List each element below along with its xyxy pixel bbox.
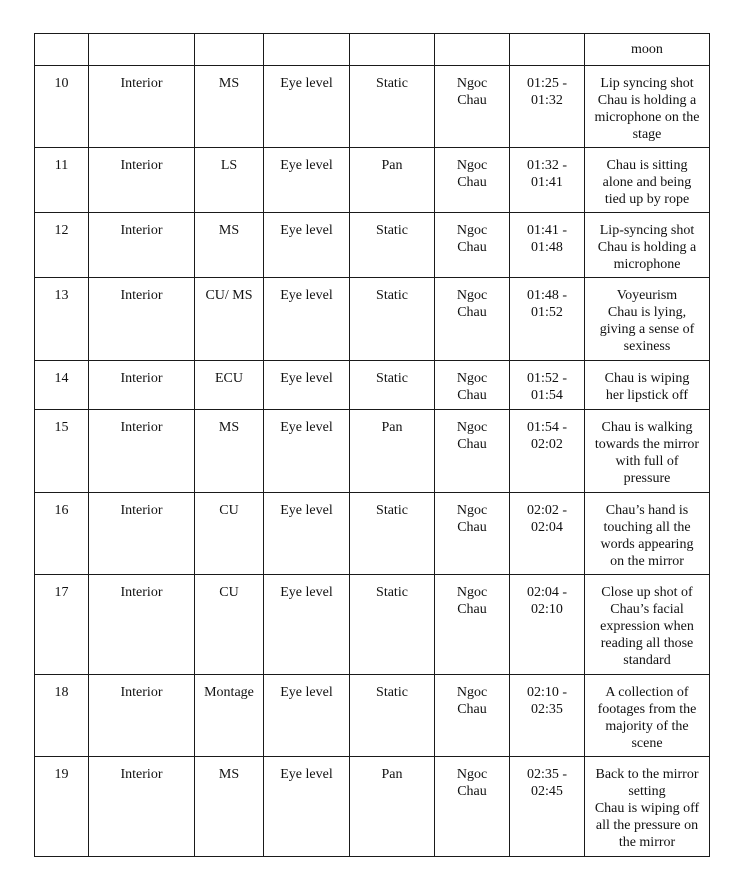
cell-description: Lip syncing shot Chau is holding a microphone on the stage [585, 66, 710, 148]
cell-cast: Ngoc Chau [435, 278, 510, 361]
cell-angle: Eye level [264, 575, 350, 675]
cell-time [510, 34, 585, 66]
cell-time: 02:10 - 02:35 [510, 675, 585, 757]
cell-movement: Static [350, 361, 435, 410]
cell-setting [89, 34, 195, 66]
cell-setting: Interior [89, 278, 195, 361]
cell-size: LS [195, 148, 264, 213]
cell-description: moon [585, 34, 710, 66]
table-body [35, 34, 710, 857]
cell-angle: Eye level [264, 148, 350, 213]
cell-shot: 16 [35, 493, 89, 575]
cell-angle: Eye level [264, 410, 350, 493]
cell-time: 02:35 - 02:45 [510, 757, 585, 857]
cell-angle [264, 34, 350, 66]
cell-shot: 12 [35, 213, 89, 278]
cell-angle: Eye level [264, 493, 350, 575]
cell-movement: Static [350, 213, 435, 278]
cell-cast: Ngoc Chau [435, 213, 510, 278]
cell-setting: Interior [89, 66, 195, 148]
cell-movement: Pan [350, 410, 435, 493]
cell-movement: Pan [350, 757, 435, 857]
table-row-continued [35, 34, 710, 66]
cell-cast: Ngoc Chau [435, 675, 510, 757]
cell-shot: 18 [35, 675, 89, 757]
cell-setting: Interior [89, 213, 195, 278]
cell-time: 01:52 - 01:54 [510, 361, 585, 410]
cell-movement: Static [350, 575, 435, 675]
cell-description: A collection of footages from the majority of the scene [585, 675, 710, 757]
cell-time: 01:32 - 01:41 [510, 148, 585, 213]
cell-shot: 14 [35, 361, 89, 410]
cell-size: Montage [195, 675, 264, 757]
cell-shot: 17 [35, 575, 89, 675]
cell-size: ECU [195, 361, 264, 410]
cell-shot: 13 [35, 278, 89, 361]
cell-cast: Ngoc Chau [435, 410, 510, 493]
cell-cast: Ngoc Chau [435, 757, 510, 857]
cell-cast: Ngoc Chau [435, 148, 510, 213]
cell-movement: Pan [350, 148, 435, 213]
cell-cast: Ngoc Chau [435, 361, 510, 410]
table-row [35, 66, 710, 148]
cell-time: 01:54 - 02:02 [510, 410, 585, 493]
cell-cast: Ngoc Chau [435, 575, 510, 675]
cell-setting: Interior [89, 493, 195, 575]
cell-setting: Interior [89, 575, 195, 675]
cell-setting: Interior [89, 148, 195, 213]
cell-size: CU/ MS [195, 278, 264, 361]
cell-movement: Static [350, 675, 435, 757]
cell-time: 02:02 - 02:04 [510, 493, 585, 575]
cell-shot [35, 34, 89, 66]
cell-description: Back to the mirror setting Chau is wiping off all the pressure on the mirror [585, 757, 710, 857]
cell-setting: Interior [89, 361, 195, 410]
cell-shot: 10 [35, 66, 89, 148]
table-row [35, 213, 710, 278]
cell-movement [350, 34, 435, 66]
table-row [35, 575, 710, 675]
cell-size: MS [195, 757, 264, 857]
cell-angle: Eye level [264, 278, 350, 361]
cell-size [195, 34, 264, 66]
table-row [35, 278, 710, 361]
shot-list-table [34, 33, 710, 857]
cell-time: 01:25 - 01:32 [510, 66, 585, 148]
cell-time: 01:48 - 01:52 [510, 278, 585, 361]
cell-description: Lip-syncing shot Chau is holding a microphone [585, 213, 710, 278]
cell-movement: Static [350, 66, 435, 148]
cell-description: Voyeurism Chau is lying, giving a sense of sexiness [585, 278, 710, 361]
table-row [35, 493, 710, 575]
cell-size: MS [195, 213, 264, 278]
cell-shot: 11 [35, 148, 89, 213]
cell-size: CU [195, 493, 264, 575]
table-row [35, 148, 710, 213]
cell-size: MS [195, 66, 264, 148]
cell-time: 02:04 - 02:10 [510, 575, 585, 675]
cell-setting: Interior [89, 675, 195, 757]
cell-setting: Interior [89, 410, 195, 493]
cell-time: 01:41 - 01:48 [510, 213, 585, 278]
cell-description: Chau’s hand is touching all the words appearing on the mirror [585, 493, 710, 575]
cell-description: Close up shot of Chau’s facial expression when reading all those standard [585, 575, 710, 675]
table-row [35, 361, 710, 410]
cell-cast: Ngoc Chau [435, 66, 510, 148]
cell-angle: Eye level [264, 757, 350, 857]
cell-description: Chau is wiping her lipstick off [585, 361, 710, 410]
cell-setting: Interior [89, 757, 195, 857]
cell-movement: Static [350, 493, 435, 575]
cell-angle: Eye level [264, 213, 350, 278]
cell-cast [435, 34, 510, 66]
cell-description: Chau is walking towards the mirror with full of pressure [585, 410, 710, 493]
table-row [35, 410, 710, 493]
cell-shot: 19 [35, 757, 89, 857]
cell-cast: Ngoc Chau [435, 493, 510, 575]
cell-description: Chau is sitting alone and being tied up by rope [585, 148, 710, 213]
cell-size: CU [195, 575, 264, 675]
cell-movement: Static [350, 278, 435, 361]
cell-shot: 15 [35, 410, 89, 493]
cell-angle: Eye level [264, 66, 350, 148]
table-row [35, 675, 710, 757]
cell-angle: Eye level [264, 361, 350, 410]
cell-size: MS [195, 410, 264, 493]
table-row [35, 757, 710, 857]
cell-angle: Eye level [264, 675, 350, 757]
